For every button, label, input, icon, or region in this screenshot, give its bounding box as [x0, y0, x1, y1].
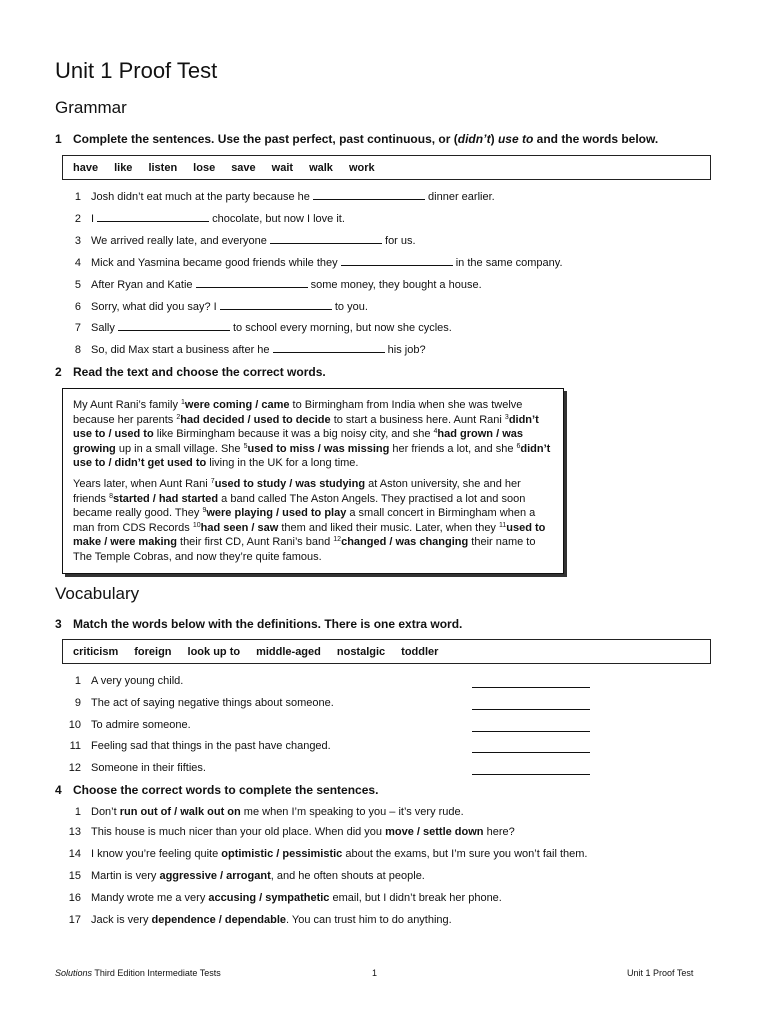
answer-blank[interactable] — [97, 212, 209, 222]
item-text: Martin is very — [91, 870, 160, 882]
choice[interactable]: aggressive / arrogant — [159, 870, 271, 882]
word-wait: wait — [271, 161, 294, 174]
item-text: This house is much nicer than your old place. When did you — [91, 826, 386, 838]
item-number: 13 — [68, 826, 81, 838]
task-number: 3 — [55, 617, 62, 631]
gap-number: 10 — [192, 521, 201, 529]
item-text: to school every morning, but now she cycles. — [229, 322, 452, 334]
section-grammar: Grammar — [55, 98, 127, 117]
list-item — [55, 914, 452, 926]
instr-emphasis: didn’t — [457, 132, 491, 146]
word-foreign: foreign — [134, 645, 172, 658]
list-item — [55, 278, 482, 291]
item-text: Sally — [91, 322, 118, 334]
item-text: Mandy wrote me a very — [91, 892, 209, 904]
item-text: in the same company. — [452, 257, 563, 269]
item-text: here? — [483, 826, 515, 838]
answer-line[interactable] — [472, 774, 590, 775]
choice[interactable]: had grown / was growing — [73, 428, 523, 455]
footer-book-title: Solutions — [55, 968, 93, 978]
word-listen: listen — [148, 161, 178, 174]
text: at Aston university, she and her friends — [73, 477, 521, 505]
text: them and liked their music. Later, when they — [278, 521, 499, 534]
gap-number: 1 — [181, 399, 185, 406]
choice[interactable]: were playing / used to play — [206, 507, 347, 520]
item-number: 1 — [74, 675, 81, 687]
item-number: 17 — [68, 914, 81, 926]
item-number: 4 — [74, 257, 81, 269]
paragraph-2 — [73, 477, 553, 565]
choice[interactable]: move / settle down — [385, 826, 484, 838]
gap-number: 6 — [516, 442, 521, 450]
text: to Birmingham from India when she was twelve because her parents — [73, 399, 523, 426]
gap-number: 3 — [504, 413, 509, 421]
text: her friends a lot, and she — [389, 442, 517, 455]
item-number: 8 — [74, 344, 81, 356]
list-item — [55, 234, 416, 247]
item-number: 12 — [68, 762, 81, 774]
answer-blank[interactable] — [273, 343, 385, 353]
item-text: Someone in their fifties. — [91, 762, 206, 774]
list-item — [55, 719, 191, 731]
item-text: for us. — [381, 235, 416, 247]
text: a small concert in Birmingham when a man from CDS Records — [73, 507, 536, 534]
item-number: 9 — [74, 697, 81, 709]
task-1-instructions — [55, 132, 658, 146]
text: Years later, when Aunt Rani — [73, 477, 211, 490]
answer-blank[interactable] — [196, 278, 308, 288]
item-text: Mick and Yasmina became good friends while they — [91, 257, 341, 269]
answer-blank[interactable] — [313, 190, 425, 200]
item-text: email, but I didn’t break her phone. — [329, 892, 502, 904]
choice[interactable]: accusing / sympathetic — [208, 892, 330, 904]
list-item — [55, 892, 502, 904]
list-item — [55, 300, 368, 313]
item-text: some money, they bought a house. — [307, 279, 482, 291]
item-number: 5 — [74, 279, 81, 291]
text: their name to The Temple Cobras, and now they’re quite famous. — [73, 536, 536, 563]
choice[interactable]: had decided / used to decide — [180, 413, 331, 426]
item-text: After Ryan and Katie — [91, 279, 196, 291]
list-item — [55, 740, 331, 752]
choice[interactable]: run out of / walk out on — [119, 806, 241, 818]
item-text: A very young child. — [91, 675, 184, 687]
task-4-instructions — [55, 783, 378, 797]
word-toddler: toddler — [401, 645, 439, 658]
task-3-instructions — [55, 617, 462, 631]
answer-blank[interactable] — [118, 321, 230, 331]
text: their first CD, Aunt Rani’s band — [176, 536, 334, 549]
footer-right: Unit 1 Proof Test — [627, 968, 694, 978]
instr-text: ) — [490, 132, 498, 146]
section-vocabulary: Vocabulary — [55, 584, 140, 603]
reading-text-box — [62, 388, 564, 574]
choice[interactable]: didn’t use to / didn’t get used to — [73, 442, 551, 470]
footer-left — [55, 968, 221, 978]
word-lose: lose — [193, 161, 216, 174]
task-number: 2 — [55, 365, 62, 379]
choice[interactable]: changed / was changing — [341, 536, 469, 549]
paragraph-1 — [73, 398, 553, 471]
item-text: me when I’m speaking to you – it’s very rude. — [240, 806, 464, 818]
answer-line[interactable] — [472, 687, 590, 688]
item-text: . You can trust him to do anything. — [286, 914, 452, 926]
word-walk: walk — [309, 161, 333, 174]
answer-line[interactable] — [472, 752, 590, 753]
list-item — [55, 806, 464, 818]
item-text: Sorry, what did you say? I — [91, 301, 220, 313]
word-look-up-to: look up to — [187, 645, 241, 658]
answer-line[interactable] — [472, 731, 590, 732]
choice[interactable]: didn’t use to / used to — [73, 413, 539, 441]
text: like Birmingham because it was a big noisy city, and she — [153, 428, 434, 441]
item-number: 6 — [74, 301, 81, 313]
item-text: We arrived really late, and everyone — [91, 235, 270, 247]
answer-blank[interactable] — [220, 300, 332, 310]
text: living in the UK for a long time. — [206, 457, 359, 470]
list-item — [55, 870, 425, 882]
item-text: I — [91, 213, 98, 225]
instr-text: Complete the sentences. Use the past perfect, past continuous, or ( — [73, 132, 458, 146]
item-number: 16 — [68, 892, 81, 904]
gap-number: 4 — [433, 428, 438, 436]
list-item — [55, 212, 345, 225]
item-text: dinner earlier. — [424, 191, 495, 203]
item-number: 1 — [74, 806, 81, 818]
gap-number: 7 — [210, 477, 215, 485]
word-criticism: criticism — [73, 645, 119, 658]
item-number: 11 — [69, 740, 81, 752]
task-number: 1 — [55, 132, 62, 146]
list-item — [55, 826, 515, 838]
choice[interactable]: optimistic / pessimistic — [221, 848, 343, 860]
item-text: Feeling sad that things in the past have changed. — [91, 740, 331, 752]
item-text: So, did Max start a business after he — [91, 344, 273, 356]
list-item — [55, 190, 495, 203]
task-2-instructions — [55, 365, 326, 379]
choice[interactable]: had seen / saw — [200, 521, 279, 534]
word-work: work — [348, 161, 375, 174]
answer-blank[interactable] — [341, 256, 453, 266]
item-text: Don’t — [91, 806, 120, 818]
text: up in a small village. She — [115, 442, 244, 455]
word-have: have — [73, 161, 99, 174]
choice[interactable]: used to make / were making — [73, 521, 546, 549]
instr-text: and the words below. — [533, 132, 659, 146]
item-text: to you. — [331, 301, 368, 313]
instr-text: Match the words below with the definitions. There is one extra word. — [73, 617, 463, 631]
choice[interactable]: dependence / dependable — [151, 914, 286, 926]
gap-number: 2 — [176, 413, 181, 421]
choice[interactable]: used to study / was studying — [214, 477, 366, 490]
list-item — [55, 321, 452, 334]
gap-number: 12 — [333, 536, 342, 544]
instr-text: Read the text and choose the correct words. — [73, 365, 326, 379]
item-text: Jack is very — [91, 914, 152, 926]
choice[interactable]: used to miss / was missing — [247, 442, 390, 455]
item-text: about the exams, but I’m sure you won’t fail them. — [342, 848, 588, 860]
item-number: 2 — [74, 213, 81, 225]
list-item — [55, 697, 334, 709]
page-title: Unit 1 Proof Test — [55, 58, 218, 83]
text: a band called The Aston Angels. They practised a lot and soon became really good. They — [73, 492, 526, 520]
task-number: 4 — [55, 783, 62, 797]
list-item — [55, 762, 206, 774]
item-text: chocolate, but now I love it. — [209, 213, 345, 225]
text: My Aunt Rani’s family — [73, 399, 182, 411]
item-text: his job? — [384, 344, 426, 356]
gap-number: 9 — [202, 507, 207, 515]
gap-number: 5 — [243, 442, 248, 450]
task-3-word-box — [62, 639, 711, 664]
choice[interactable]: started / had started — [112, 492, 219, 505]
gap-number: 8 — [109, 492, 113, 500]
footer-book-subtitle: Third Edition Intermediate Tests — [92, 968, 221, 978]
item-text: The act of saying negative things about someone. — [91, 697, 334, 709]
item-number: 15 — [68, 870, 81, 882]
word-nostalgic: nostalgic — [336, 645, 386, 658]
list-item — [55, 848, 587, 860]
word-like: like — [114, 161, 133, 174]
list-item — [55, 675, 183, 687]
gap-number: 11 — [499, 521, 507, 529]
item-text: Josh didn’t eat much at the party because he — [91, 191, 313, 203]
text: to start a business here. Aunt Rani — [330, 413, 505, 426]
word-save: save — [231, 161, 256, 174]
choice[interactable]: were coming / came — [184, 399, 290, 411]
item-number: 10 — [68, 719, 81, 731]
item-number: 14 — [68, 848, 81, 860]
item-number: 7 — [74, 322, 81, 334]
task-1-word-box — [62, 155, 711, 180]
answer-line[interactable] — [472, 709, 590, 710]
word-middle-aged: middle-aged — [256, 645, 321, 658]
instr-text: Choose the correct words to complete the sentences. — [73, 783, 379, 797]
instr-emphasis: use to — [497, 132, 534, 146]
footer-page-number: 1 — [372, 968, 378, 978]
answer-blank[interactable] — [270, 234, 382, 244]
item-number: 3 — [74, 235, 81, 247]
list-item — [55, 343, 426, 356]
item-text: , and he often shouts at people. — [270, 870, 425, 882]
item-number: 1 — [74, 191, 81, 203]
item-text: I know you’re feeling quite — [91, 848, 222, 860]
list-item — [55, 256, 563, 269]
item-text: To admire someone. — [91, 719, 191, 731]
